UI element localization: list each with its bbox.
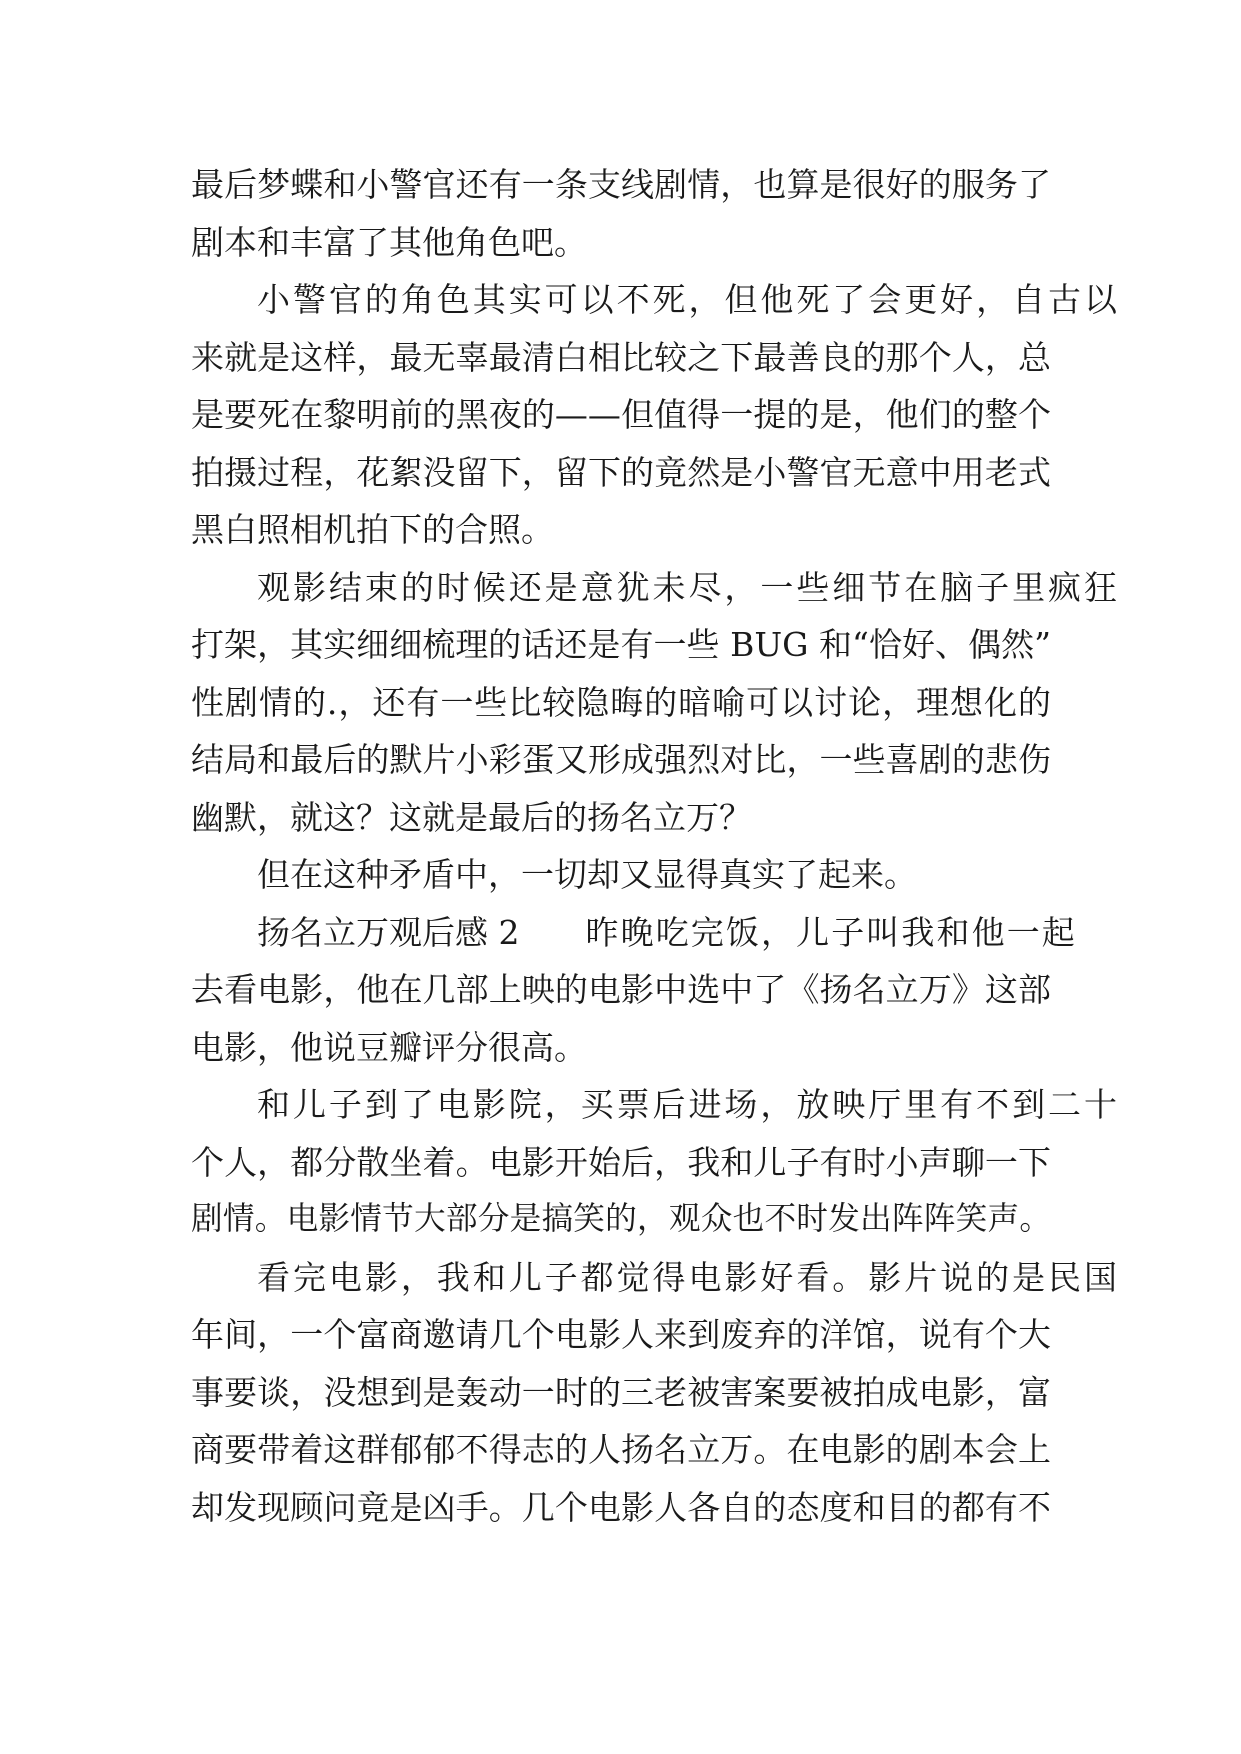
text-line: 事要谈，没想到是轰动一时的三老被害案要被拍成电影，富: [191, 1372, 1051, 1412]
text-line: 拍摄过程，花絮没留下，留下的竟然是小警官无意中用老式: [191, 452, 1051, 492]
paragraph-first-line: 看完电影，我和儿子都觉得电影好看。影片说的是民国: [257, 1257, 1117, 1297]
section-lead-text: 昨晚吃完饭，儿子叫我和他一起: [585, 912, 1077, 952]
paragraph-first-line: 和儿子到了电影院，买票后进场，放映厅里有不到二十: [257, 1085, 1117, 1124]
text-line: 来就是这样，最无辜最清白相比较之下最善良的那个人，总: [191, 337, 1051, 377]
text-line: 个人，都分散坐着。电影开始后，我和儿子有时小声聊一下: [191, 1142, 1051, 1182]
text-line: 商要带着这群郁郁不得志的人扬名立万。在电影的剧本会上: [191, 1430, 1051, 1469]
text-line: 电影，他说豆瓣评分很高。: [191, 1027, 587, 1067]
text-line: 却发现顾问竟是凶手。几个电影人各自的态度和目的都有不: [191, 1487, 1051, 1527]
text-line: 去看电影，他在几部上映的电影中选中了《扬名立万》这部: [191, 970, 1051, 1009]
text-line: 打架，其实细细梳理的话还是有一些 BUG 和“恰好、偶然”: [191, 625, 1051, 664]
text-line: 最后梦蝶和小警官还有一条支线剧情，也算是很好的服务了: [191, 165, 1051, 204]
section-heading: 扬名立万观后感 2: [257, 912, 520, 952]
body-text: [191, 156, 1117, 1536]
text-line: 结局和最后的默片小彩蛋又形成强烈对比，一些喜剧的悲伤: [191, 740, 1051, 779]
paragraph-first-line: 但在这种矛盾中，一切却又显得真实了起来。: [257, 855, 917, 894]
paragraph-first-line: 观影结束的时候还是意犹未尽，一些细节在脑子里疯狂: [257, 567, 1117, 607]
text-line: 性剧情的.，还有一些比较隐晦的暗喻可以讨论，理想化的: [191, 682, 1051, 722]
section-heading-line: [191, 904, 1117, 962]
text-line: 剧本和丰富了其他角色吧。: [191, 222, 587, 262]
text-line: 是要死在黎明前的黑夜的——但值得一提的是，他们的整个: [191, 395, 1051, 434]
text-line: 幽默，就这？这就是最后的扬名立万？: [191, 797, 752, 837]
text-line: 黑白照相机拍下的合照。: [191, 510, 554, 549]
paragraph-first-line: 小警官的角色其实可以不死，但他死了会更好，自古以: [257, 280, 1117, 319]
text-line: 年间，一个富商邀请几个电影人来到废弃的洋馆，说有个大: [191, 1315, 1051, 1354]
text-line: 剧情。电影情节大部分是搞笑的，观众也不时发出阵阵笑声。: [191, 1201, 1051, 1237]
